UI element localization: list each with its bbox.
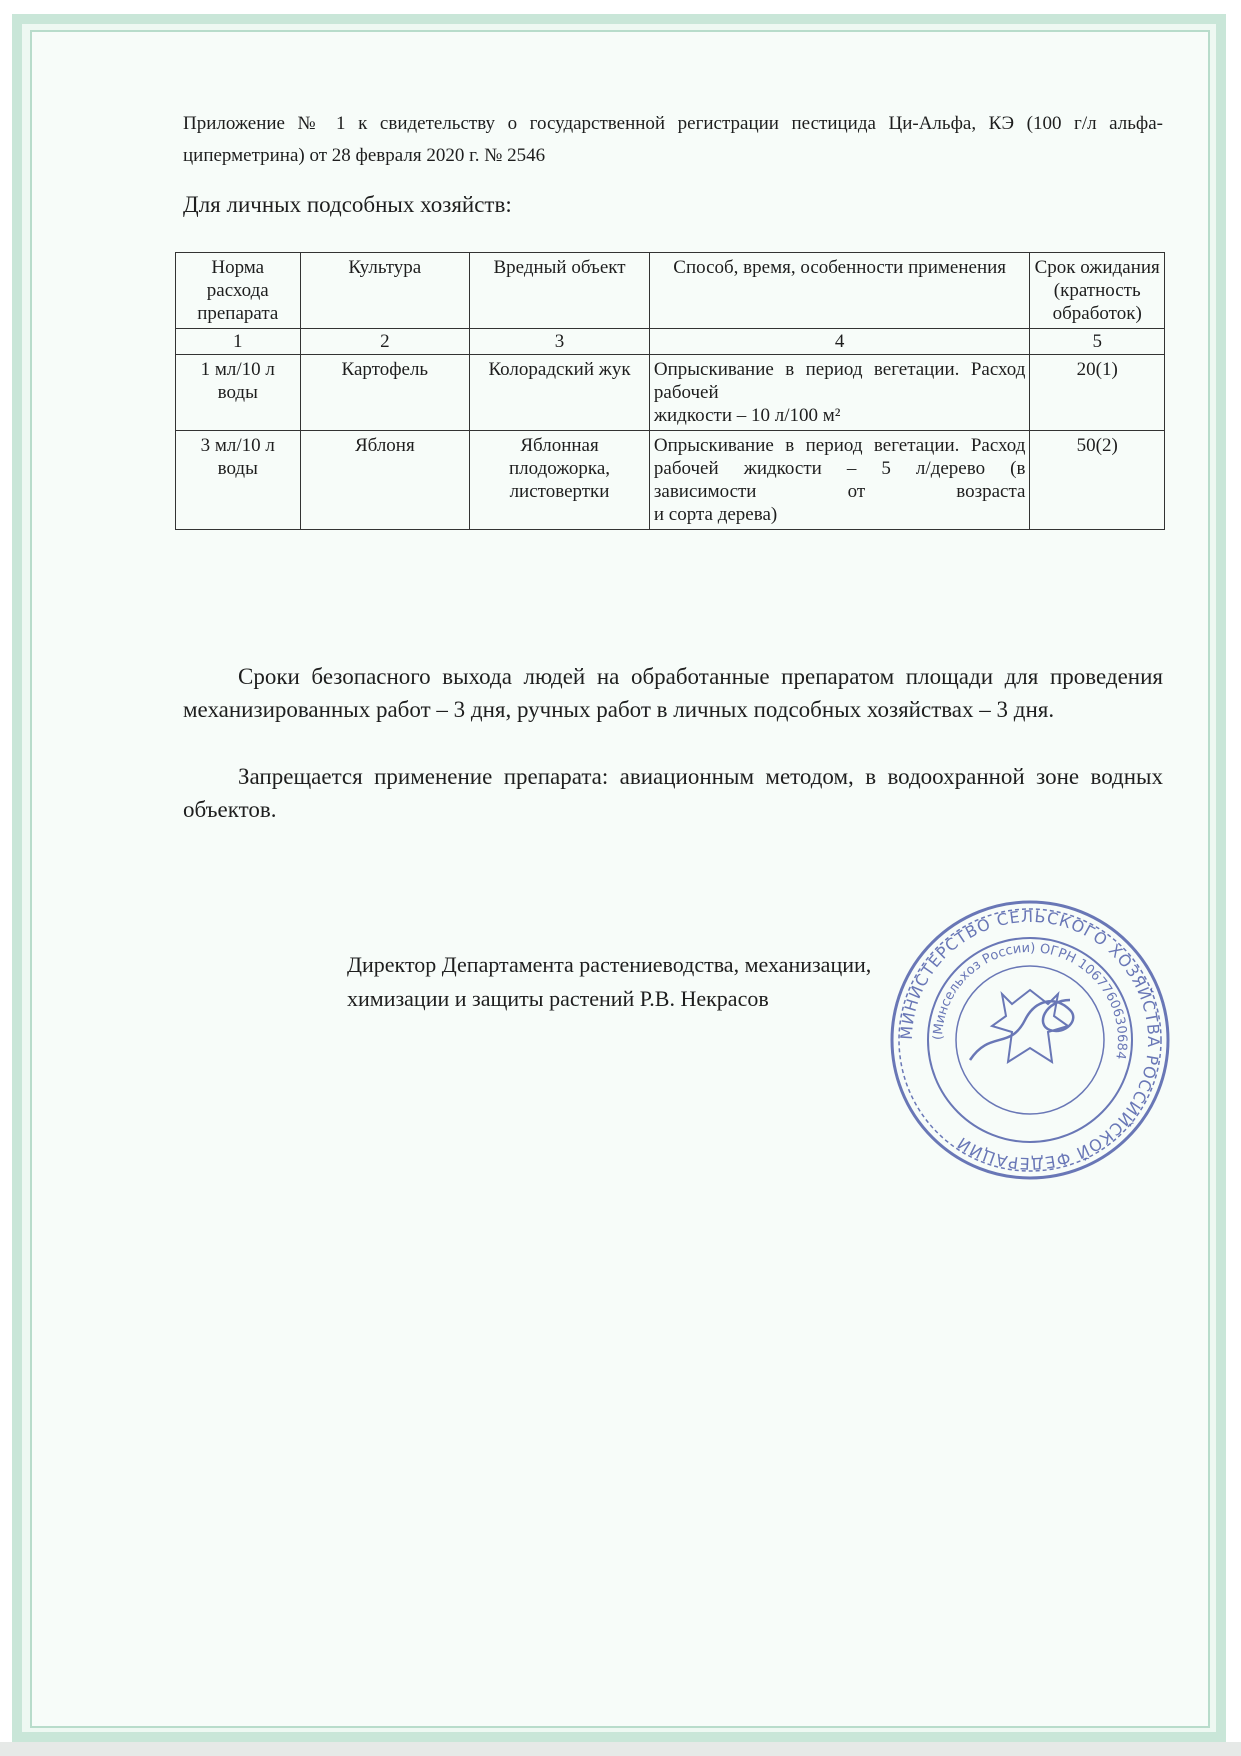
column-header-rate: Норма расхода препарата: [176, 253, 301, 329]
signatory-title: Директор Департамента растениеводства, механизации,: [347, 952, 872, 977]
column-number: 4: [649, 329, 1030, 355]
method-text-end: и сорта дерева): [653, 504, 778, 525]
restriction-text: Запрещается применение препарата: авиационным методом, в водоохранной зоне водных объектов.: [183, 764, 1163, 822]
crop-cell: Яблоня: [300, 431, 470, 530]
method-text: Опрыскивание в период вегетации. Расход рабочей жидкости – 5 л/дерево (в зависимости от возраста: [653, 435, 1026, 502]
signatory-name: химизации и защиты растений Р.В. Некрасов: [347, 986, 769, 1011]
column-header-method: Способ, время, особенности применения: [649, 253, 1030, 329]
rate-cell: 1 мл/10 л воды: [176, 355, 301, 431]
column-number: 2: [300, 329, 470, 355]
safety-text: Сроки безопасного выхода людей на обработанные препаратом площади для проведения механизированных работ – 3 дня, ручных работ в личных подсобных хозяйствах – 3 дня.: [183, 664, 1163, 722]
column-number: 3: [470, 329, 650, 355]
column-number: 5: [1030, 329, 1165, 355]
handwritten-signature-icon: [970, 1000, 1073, 1060]
official-seal: [880, 890, 1180, 1190]
column-header-wait: Срок ожидания (кратность обработок): [1030, 253, 1165, 329]
column-number: 1: [176, 329, 301, 355]
pest-cell: Яблонная плодожорка, листовертки: [470, 431, 650, 530]
crop-cell: Картофель: [300, 355, 470, 431]
table-row: [176, 355, 1165, 431]
column-header-pest: Вредный объект: [470, 253, 650, 329]
table-header-row: [176, 253, 1165, 329]
application-table: [175, 252, 1165, 530]
seal-outer-text: МИНИСТЕРСТВО СЕЛЬСКОГО ХОЗЯЙСТВА РОССИЙСКОЙ ФЕДЕРАЦИИ: [896, 906, 1164, 1174]
wait-cell: 20(1): [1030, 355, 1165, 431]
section-heading: Для личных подсобных хозяйств:: [183, 192, 512, 217]
wait-cell: 50(2): [1030, 431, 1165, 530]
pest-cell: Колорадский жук: [470, 355, 650, 431]
method-cell: [649, 355, 1030, 431]
safety-paragraph: [183, 660, 1163, 726]
seal-inner-ring: [956, 966, 1104, 1114]
seal-middle-ring: [928, 938, 1132, 1142]
method-text: Опрыскивание в период вегетации. Расход рабочей: [653, 359, 1026, 403]
restriction-paragraph: [183, 760, 1163, 826]
svg-text:(Минсельхоз России) ОГРН 10677: [931, 941, 1129, 1061]
method-text-end: жидкости – 10 л/100 м²: [653, 405, 841, 426]
table-row: [176, 431, 1165, 530]
appendix-header: Приложение № 1 к свидетельству о государственной регистрации пестицида Ци-Альфа, КЭ (100 г/л альфа-циперметрина) от 28 февраля 2020 г. № 2546: [183, 113, 1163, 166]
signatory-block: [347, 948, 871, 1016]
rate-cell: 3 мл/10 л воды: [176, 431, 301, 530]
seal-inner-text: (Минсельхоз России) ОГРН 1067760630684: [930, 940, 1130, 1061]
method-cell: [649, 431, 1030, 530]
column-number-row: [176, 329, 1165, 355]
column-header-crop: Культура: [300, 253, 470, 329]
